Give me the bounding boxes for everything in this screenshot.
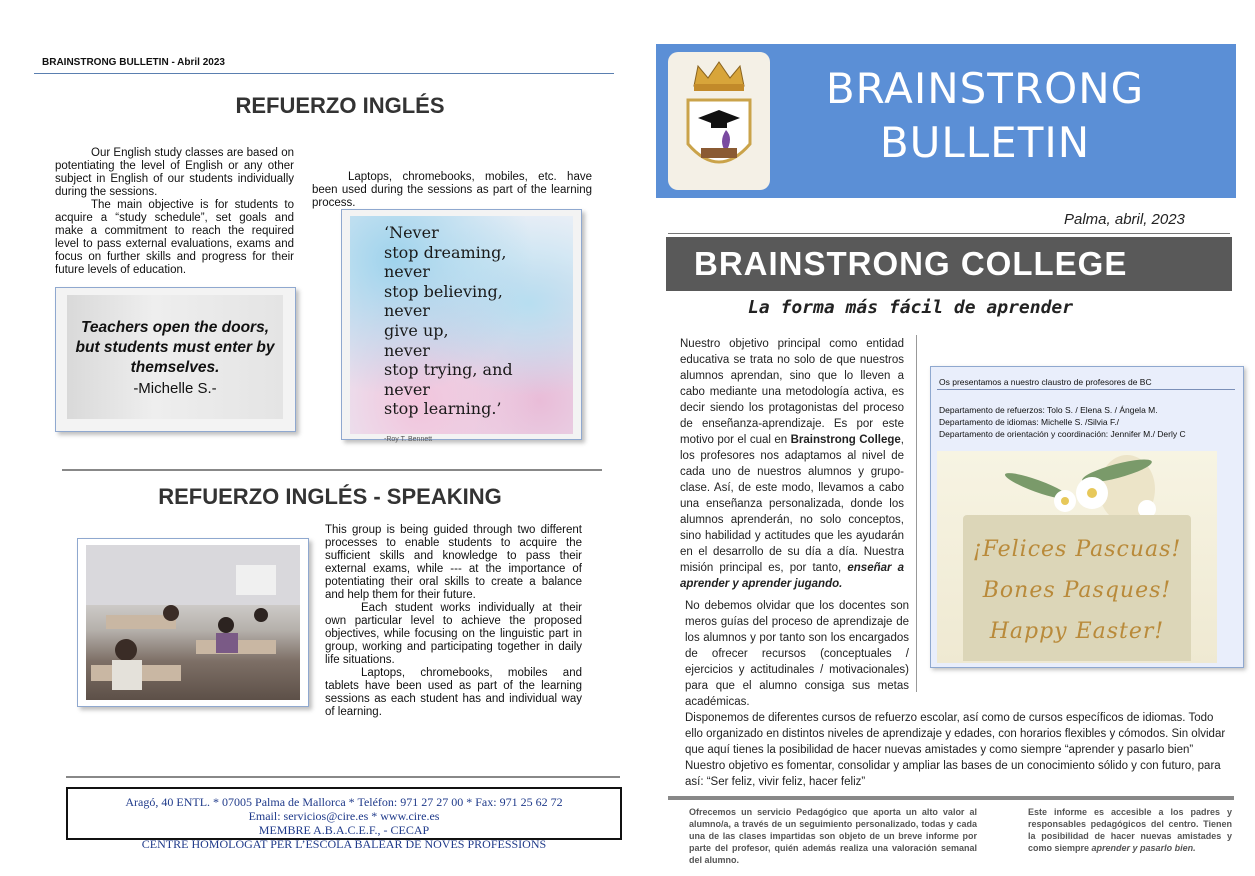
masthead-title-line2: BULLETIN (879, 118, 1091, 167)
section1-paragraph-3 (312, 171, 592, 210)
contact-accreditation: CENTRE HOMOLOGAT PER L’ESCOLA BALEAR DE NOVES PROFESSIONS (141, 837, 547, 851)
quote-image-teachers (67, 295, 283, 419)
classroom-photo-card (77, 538, 309, 707)
college-tagline: La forma más fácil de aprender (748, 297, 1074, 318)
classroom-photo-drawing (86, 545, 300, 700)
contact-email: Email: servicios@cire.es * www.cire.es (248, 809, 440, 823)
quote-card-teachers (55, 287, 296, 432)
bottom-rule (668, 796, 1234, 800)
section-title-refuerzo-ingles: REFUERZO INGLÉS (235, 93, 445, 118)
quote-never-text: ‘Never stop dreaming, never stop believing, never give up, never stop trying, and never stop learning.’ (384, 223, 513, 419)
crest-icon (668, 52, 770, 190)
quote-teachers-text: Teachers open the doors, but students must enter by themselves. (75, 318, 275, 376)
staff-card (930, 366, 1244, 668)
section1-paragraph-2: The main objective is for students to acquire a “study schedule”, set goals and make a commitment to reach the required level to pass external evaluations, exams and focus on further skills and progress for their future levels of education. (55, 199, 294, 276)
quote-card-never (341, 209, 582, 443)
contact-membership: MEMBRE A.B.A.C.E.F., - CECAP (258, 823, 430, 837)
classroom-photo (86, 545, 300, 700)
mission-text-a: Nuestro objetivo principal como entidad educativa se trata no solo de que nuestros alumnos aprendan, sino que lo lleven a cabo mediante una metodología activa, es decir siendo los protagonistas del proceso de enseñanza-aprendizaje. Es por este motivo por el cual en (680, 338, 904, 446)
section2-paragraph-2: Each student works individually at their own particular level to achieve the proposed objectives, while focusing on the linguistic part in group, working and participating together in daily life situations. (325, 602, 582, 666)
dateline-rule (668, 233, 1230, 234)
courses-paragraph (685, 710, 1229, 790)
masthead-title-line1: BRAINSTRONG (825, 64, 1145, 113)
college-name-bar: BRAINSTRONG COLLEGE (666, 237, 1232, 291)
report-note (1028, 806, 1232, 854)
contact-address: Aragó, 40 ENTL. * 07005 Palma de Mallorca * Teléfon: 971 27 27 00 * Fax: 971 25 62 72 (125, 795, 563, 809)
staff-departments (939, 404, 1186, 440)
section2-text (325, 524, 582, 719)
service-note: Ofrecemos un servicio Pedagógico que aporta un alto valor al alumno/a, a través de un seguimiento personalizado, todas y cada una de las clases impartidas son objeto de un breve informe por parte del profesor, quién además realiza una valoración semanal del alumno. (689, 807, 977, 865)
staff-heading: Os presentamos a nuestro claustro de profesores de BC (939, 377, 1152, 387)
mission-college-name: Brainstrong College (790, 434, 901, 446)
masthead-banner (656, 44, 1236, 198)
section1-paragraph-3-text: Laptops, chromebooks, mobiles, etc. have been used during the sessions as part of the learning process. (312, 171, 592, 209)
section-title-speaking: REFUERZO INGLÉS - SPEAKING (158, 484, 502, 509)
staff-heading-rule (937, 389, 1235, 390)
staff-dept-idiomas: Departamento de idiomas: Michelle S. /Silvia F./ (939, 417, 1119, 427)
teachers-paragraph: No debemos olvidar que los docentes son meros guías del proceso de aprendizaje de los alumnos y por tanto son los encargados de ofrecer recursos (conceptuales / ejercicios y actitudinales / motivacionales) para que el alumno consiga sus metas académicas. (685, 600, 909, 708)
section1-text (55, 147, 294, 277)
crest-logo (668, 52, 770, 190)
mission-paragraph (680, 336, 904, 592)
section1-paragraph-1: Our English study classes are based on potentiating the level of English or any other subject in English of our students individually during the sessions. (55, 147, 294, 198)
easter-catalan: Bones Pasques! (982, 578, 1172, 603)
report-note-emphasis: aprender y pasarlo bien. (1091, 843, 1196, 853)
dateline: Palma, abril, 2023 (1064, 211, 1185, 228)
easter-english: Happy Easter! (989, 619, 1165, 644)
footer-divider (66, 776, 620, 778)
header-rule (34, 73, 614, 74)
courses-text: Disponemos de diferentes cursos de refuerzo escolar, así como de cursos específicos de idiomas. Todo ello organizado en distintos niveles de aprendizaje y edades, con horarios flexibles y cómodos. Sin olvidar que aquí tienes la posibilidad de hacer nuevas amistades y como siempre “aprender y pasarlo bien” (685, 712, 1226, 756)
mission-motto: enseñar a aprender y aprender jugando. (680, 562, 904, 590)
flower-decoration-icon (997, 451, 1187, 521)
section2-paragraph-1: This group is being guided through two different processes to enable students to acquire the sufficient skills and knowledge to pass their external exams, while --- at the importance of potentiating their oral skills to create a balance and help them for their future. (325, 524, 582, 601)
contact-footer (66, 787, 622, 851)
column-divider (916, 335, 917, 692)
section2-paragraph-3: Laptops, chromebooks, mobiles and tablets have been used as part of the learning sessions as each student has and individual way of learning. (325, 667, 582, 718)
quote-never-author: -Roy T. Bennett (384, 436, 433, 443)
staff-dept-orientacion: Departamento de orientación y coordinación: Jennifer M./ Derly C (939, 429, 1186, 439)
mission-text-c: , los profesores nos adaptamos al nivel de cada uno de nuestros alumnos y grupo-clase. Así, de este modo, llevamos a cabo una enseñanza personalizada, donde los alumnos aprenderán, no solo conceptos, sino habilidad y actitudes que les ayudarán en el desarrollo de su día a día. Nuestra misión principal es, por tanto, (680, 434, 904, 574)
quote-image-never (350, 216, 573, 443)
quote-teachers-author: -Michelle S.- (133, 379, 217, 397)
objective-text: Nuestro objetivo es fomentar, consolidar y ampliar las bases de un conocimiento sólido y con futuro, para así: “Ser feliz, vivir feliz, hacer feliz” (685, 760, 1221, 788)
easter-spanish: ¡Felices Pascuas! (972, 537, 1182, 562)
section-divider (62, 469, 602, 471)
report-note-text: Este informe es accesible a los padres y responsables pedagógicos del centro. Tienen la posibilidad de hacer nuevas amistades y como siempre (1028, 807, 1232, 853)
staff-dept-refuerzos: Departamento de refuerzos: Tolo S. / Elena S. / Ángela M. (939, 405, 1158, 415)
easter-card-image (937, 451, 1217, 663)
masthead-title (776, 62, 1194, 170)
bulletin-header: BRAINSTRONG BULLETIN - Abril 2023 (42, 57, 225, 68)
easter-greeting-panel (963, 515, 1191, 661)
